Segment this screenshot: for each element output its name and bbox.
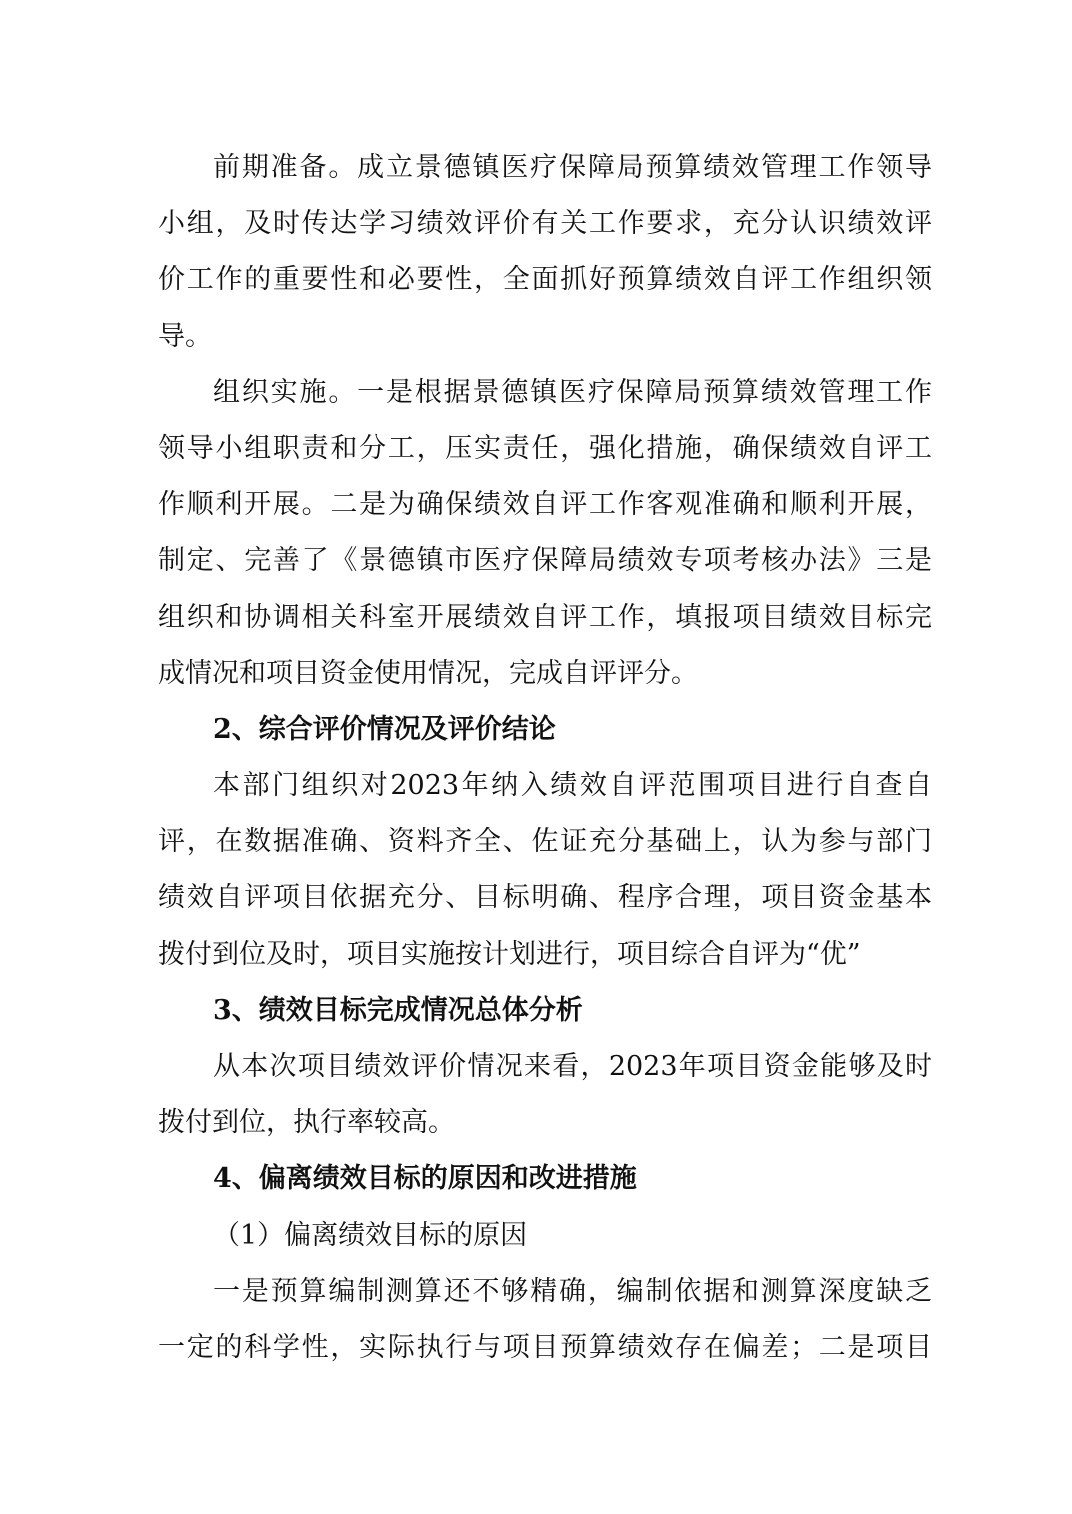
text-line: 4、偏离绩效目标的原因和改进措施 bbox=[213, 1163, 637, 1195]
text-line: 3、绩效目标完成情况总体分析 bbox=[213, 994, 583, 1026]
text-line: （1）偏离绩效目标的原因 bbox=[213, 1219, 528, 1251]
text-line: 从本次项目绩效评价情况来看，2023年项目资金能够及时 bbox=[213, 1051, 932, 1082]
text-line: 制定、完善了《景德镇市医疗保障局绩效专项考核办法》三是 bbox=[158, 545, 932, 577]
subsection-heading bbox=[158, 1208, 932, 1264]
text-line: 前期准备。成立景德镇医疗保障局预算绩效管理工作领导 bbox=[213, 152, 932, 183]
text-line: 组织实施。一是根据景德镇医疗保障局预算绩效管理工作 bbox=[213, 376, 932, 408]
text-line: 拨付到位及时，项目实施按计划进行，项目综合自评为“优” bbox=[158, 938, 861, 970]
paragraph bbox=[158, 1039, 932, 1151]
section-heading bbox=[158, 702, 932, 758]
text-line: 领导小组职责和分工，压实责任，强化措施，确保绩效自评工 bbox=[158, 432, 932, 464]
text-line: 一是预算编制测算还不够精确，编制依据和测算深度缺乏 bbox=[213, 1275, 932, 1307]
section-heading bbox=[158, 1151, 932, 1207]
paragraph bbox=[158, 758, 932, 983]
text-line: 小组，及时传达学习绩效评价有关工作要求，充分认识绩效评 bbox=[158, 208, 932, 240]
paragraph bbox=[158, 1264, 932, 1376]
text-line: 本部门组织对2023年纳入绩效自评范围项目进行自查自 bbox=[213, 770, 932, 802]
document-body bbox=[158, 140, 932, 1376]
text-line: 2、综合评价情况及评价结论 bbox=[213, 713, 556, 745]
text-line: 评，在数据准确、资料齐全、佐证充分基础上，认为参与部门 bbox=[158, 826, 932, 858]
section-heading bbox=[158, 983, 932, 1039]
paragraph bbox=[158, 140, 932, 365]
text-line: 成情况和项目资金使用情况，完成自评评分。 bbox=[158, 657, 698, 689]
text-line: 价工作的重要性和必要性，全面抓好预算绩效自评工作组织领 bbox=[158, 264, 932, 296]
text-line: 拨付到位，执行率较高。 bbox=[158, 1107, 455, 1139]
text-line: 导。 bbox=[158, 320, 212, 352]
text-line: 绩效自评项目依据充分、目标明确、程序合理，项目资金基本 bbox=[158, 882, 932, 914]
text-line: 组织和协调相关科室开展绩效自评工作，填报项目绩效目标完 bbox=[158, 601, 932, 633]
paragraph bbox=[158, 365, 932, 702]
text-line: 作顺利开展。二是为确保绩效自评工作客观准确和顺利开展， bbox=[158, 489, 932, 521]
text-line: 一定的科学性，实际执行与项目预算绩效存在偏差；二是项目 bbox=[158, 1331, 932, 1363]
